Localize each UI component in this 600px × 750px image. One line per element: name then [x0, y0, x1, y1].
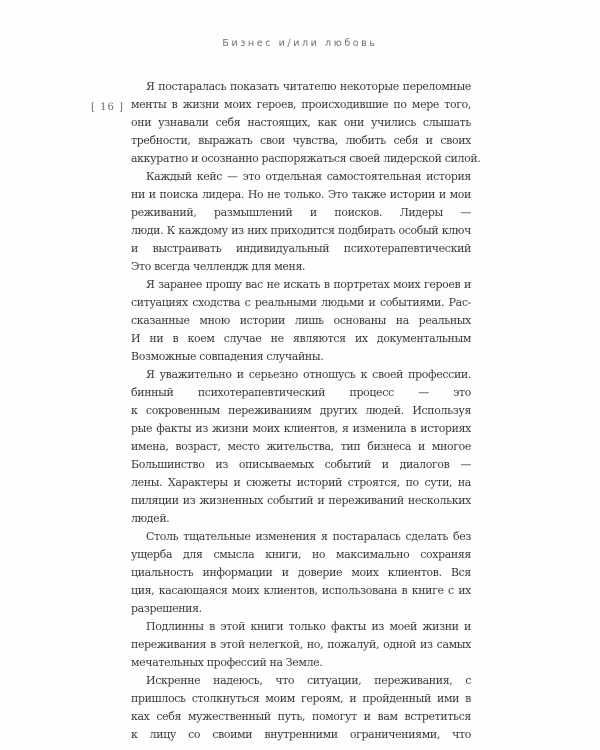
text-line: циальность информации и доверие моих клиентов. Вся — [131, 566, 471, 579]
text-line: ках себя мужественный путь, помогут и вам встретиться — [131, 710, 471, 723]
text-line: ни и поиска лидера. Но не только. Это также истории и мои — [131, 188, 471, 201]
text-line: сказанные мною истории лишь основаны на реальных — [131, 314, 471, 327]
text-line: аккуратно и осознанно распоряжаться своей лидерской силой. — [131, 152, 481, 165]
text-line: Большинство из описываемых событий и диалогов — — [131, 458, 471, 471]
text-line: менты в жизни моих героев, происходившие по мере того, — [131, 98, 471, 111]
text-line: Столь тщательные изменения я постаралась сделать без — [146, 530, 471, 543]
text-line: рые факты из жизни моих клиентов, я изменила в историях — [131, 422, 471, 435]
running-head: Бизнес и/или любовь — [222, 38, 378, 49]
text-line: И ни в коем случае не являются их документальным — [131, 332, 471, 345]
text-line: Это всегда челлендж для меня. — [131, 260, 306, 273]
text-line: к сокровенным переживаниям других людей. Используя — [131, 404, 471, 417]
text-line: мечательных профессий на Земле. — [131, 656, 323, 669]
text-line: к лицу со своими внутренними ограничениями, что — [131, 728, 471, 741]
text-line: бинный психотерапевтический процесс — это — [131, 386, 471, 399]
text-line: имена, возраст, место жительства, тип бизнеса и многое — [131, 440, 471, 453]
text-line: Я постаралась показать читателю некоторые переломные — [146, 80, 471, 93]
text-line: Я заранее прошу вас не искать в портретах моих героев и — [146, 278, 471, 291]
text-line: разрешения. — [131, 602, 202, 615]
text-line: они узнавали себя настоящих, как они учились слышать — [131, 116, 471, 129]
body-text — [131, 78, 481, 744]
text-line: ситуациях сходства с реальными людьми и событиями. Рас- — [131, 296, 471, 309]
page-number: [ 16 ] — [91, 102, 124, 113]
text-line: реживаний, размышлений и поисков. Лидеры — — [131, 206, 471, 219]
text-line: люди. К каждому из них приходится подбирать особый ключ — [131, 224, 471, 237]
text-line: Возможные совпадения случайны. — [131, 350, 324, 363]
text-line: Искренне надеюсь, что ситуации, переживания, с — [146, 674, 471, 687]
text-line: пришлось столкнуться моим героям, и пройденный ими в — [131, 692, 471, 705]
text-line: людей. — [131, 512, 170, 525]
text-line: лены. Характеры и сюжеты историй строятся, по сути, на — [131, 476, 471, 489]
text-line: ущерба для смысла книги, но максимально сохраняя — [131, 548, 471, 561]
text-line: Подлинны в этой книги только факты из моей жизни и — [146, 620, 471, 633]
text-line: Я уважительно и серьезно отношусь к своей профессии. — [146, 368, 471, 381]
text-line: пиляции из жизненных событий и переживаний нескольких — [131, 494, 471, 507]
text-line: Каждый кейс — это отдельная самостоятельная история — [146, 170, 471, 183]
text-line: и выстраивать индивидуальный психотерапевтический — [131, 242, 471, 255]
text-line: ция, касающаяся моих клиентов, использована в книге с их — [131, 584, 471, 597]
text-line: требности, выражать свои чувства, любить себя и своих — [131, 134, 471, 147]
text-line: переживания в этой нелегкой, но, пожалуй, одной из самых — [131, 638, 471, 651]
